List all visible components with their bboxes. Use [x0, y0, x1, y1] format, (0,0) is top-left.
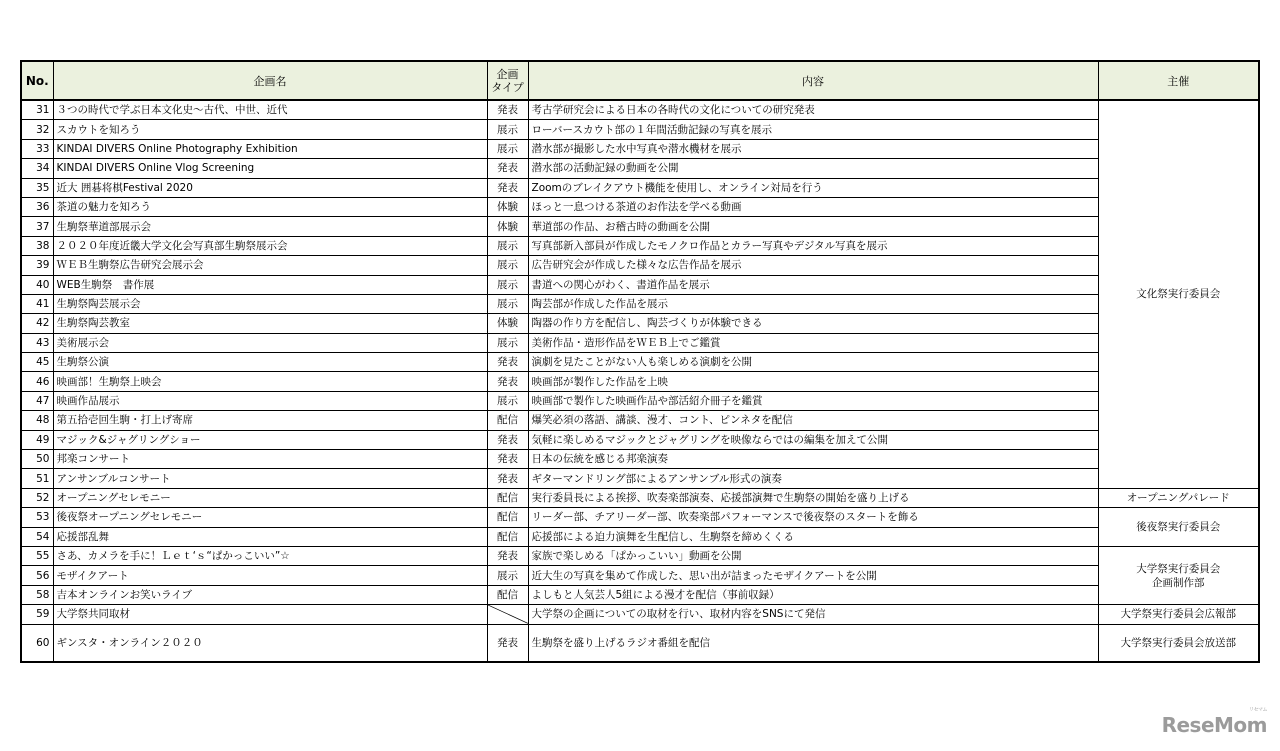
cell-desc: 応援部による迫力演舞を生配信し、生駒祭を締めくくる — [528, 527, 1098, 546]
cell-name: ２０２０年度近畿大学文化会写真部生駒祭展示会 — [53, 236, 487, 255]
cell-no: 59 — [21, 605, 53, 624]
cell-desc: 日本の伝統を感じる邦楽演奏 — [528, 450, 1098, 469]
project-list-sheet — [20, 60, 1260, 663]
cell-no: 48 — [21, 411, 53, 430]
cell-desc: ギターマンドリング部によるアンサンブル形式の演奏 — [528, 469, 1098, 488]
cell-desc: 映画部が製作した作品を上映 — [528, 372, 1098, 391]
table-row — [21, 450, 1259, 469]
cell-no: 37 — [21, 217, 53, 236]
table-row — [21, 546, 1259, 565]
cell-name: KINDAI DIVERS Online Vlog Screening — [53, 159, 487, 178]
cell-no: 52 — [21, 488, 53, 507]
cell-desc: 爆笑必須の落語、講談、漫才、コント、ピンネタを配信 — [528, 411, 1098, 430]
host-label: オープニングパレード — [1126, 492, 1230, 504]
cell-type: 発表 — [487, 353, 528, 372]
cell-no: 56 — [21, 566, 53, 585]
cell-name: オープニングセレモニー — [53, 488, 487, 507]
table-row — [21, 508, 1259, 527]
header-desc: 内容 — [528, 61, 1098, 100]
cell-name: 大学祭共同取材 — [53, 605, 487, 624]
cell-no: 47 — [21, 391, 53, 410]
table-row — [21, 469, 1259, 488]
cell-name: マジック&ジャグリングショー — [53, 430, 487, 449]
header-type-text: 企画 タイプ — [491, 67, 524, 94]
cell-type: 配信 — [487, 585, 528, 604]
header-row — [21, 61, 1259, 100]
table-row — [21, 178, 1259, 197]
table-row — [21, 372, 1259, 391]
cell-name: 後夜祭オープニングセレモニー — [53, 508, 487, 527]
cell-type: 展示 — [487, 256, 528, 275]
cell-no: 42 — [21, 314, 53, 333]
cell-desc: 潜水部の活動記録の動画を公開 — [528, 159, 1098, 178]
cell-type: 発表 — [487, 178, 528, 197]
cell-desc: リーダー部、チアリーダー部、吹奏楽部パフォーマンスで後夜祭のスタートを飾る — [528, 508, 1098, 527]
cell-name: モザイクアート — [53, 566, 487, 585]
cell-desc: 気軽に楽しめるマジックとジャグリングを映像ならではの編集を加えて公開 — [528, 430, 1098, 449]
cell-name: ３つの時代で学ぶ日本文化史～古代、中世、近代 — [53, 100, 487, 120]
cell-name: 近大 囲碁将棋Festival 2020 — [53, 178, 487, 197]
cell-type: 体験 — [487, 197, 528, 216]
cell-host — [1098, 624, 1259, 662]
header-no: No. — [21, 61, 53, 100]
cell-type: 展示 — [487, 139, 528, 158]
cell-type: 配信 — [487, 527, 528, 546]
project-table — [20, 60, 1260, 663]
cell-host — [1098, 100, 1259, 488]
cell-host — [1098, 546, 1259, 604]
cell-desc: よしもと人気芸人5組による漫才を配信（事前収録） — [528, 585, 1098, 604]
cell-type: 配信 — [487, 488, 528, 507]
host-label: 後夜祭実行委員会 — [1136, 521, 1221, 534]
table-row — [21, 197, 1259, 216]
cell-host — [1098, 605, 1259, 624]
cell-type: 配信 — [487, 411, 528, 430]
cell-no: 46 — [21, 372, 53, 391]
table-row — [21, 411, 1259, 430]
table-row — [21, 217, 1259, 236]
cell-name: ギンスタ・オンライン２０２０ — [53, 624, 487, 662]
table-row — [21, 605, 1259, 624]
cell-desc: 潜水部が撮影した水中写真や潜水機材を展示 — [528, 139, 1098, 158]
cell-type: 発表 — [487, 372, 528, 391]
table-row — [21, 585, 1259, 604]
logo-text: ReseMom — [1161, 713, 1267, 737]
cell-name: アンサンブルコンサート — [53, 469, 487, 488]
cell-no: 49 — [21, 430, 53, 449]
table-row — [21, 333, 1259, 352]
cell-name: 美術展示会 — [53, 333, 487, 352]
cell-no: 54 — [21, 527, 53, 546]
cell-name: 生駒祭陶芸展示会 — [53, 294, 487, 313]
header-name: 企画名 — [53, 61, 487, 100]
cell-type: 体験 — [487, 217, 528, 236]
cell-name: 茶道の魅力を知ろう — [53, 197, 487, 216]
cell-desc: 近大生の写真を集めて作成した、思い出が詰まったモザイクアートを公開 — [528, 566, 1098, 585]
cell-type: 展示 — [487, 120, 528, 139]
cell-desc: 演劇を見たことがない人も楽しめる演劇を公開 — [528, 353, 1098, 372]
cell-no: 36 — [21, 197, 53, 216]
cell-name: 生駒祭華道部展示会 — [53, 217, 487, 236]
cell-type: 展示 — [487, 333, 528, 352]
cell-desc: 広告研究会が作成した様々な広告作品を展示 — [528, 256, 1098, 275]
table-row — [21, 294, 1259, 313]
cell-no: 50 — [21, 450, 53, 469]
cell-name: 映画作品展示 — [53, 391, 487, 410]
table-row — [21, 314, 1259, 333]
cell-type: 発表 — [487, 546, 528, 565]
cell-no: 38 — [21, 236, 53, 255]
header-host: 主催 — [1098, 61, 1259, 100]
cell-type: 発表 — [487, 469, 528, 488]
cell-desc: 陶芸部が作成した作品を展示 — [528, 294, 1098, 313]
cell-type: 展示 — [487, 275, 528, 294]
cell-no: 43 — [21, 333, 53, 352]
cell-desc: ローバースカウト部の１年間活動記録の写真を展示 — [528, 120, 1098, 139]
table-row — [21, 120, 1259, 139]
logo-kana: リセマム — [1249, 707, 1267, 713]
cell-desc: 考古学研究会による日本の各時代の文化についての研究発表 — [528, 100, 1098, 120]
cell-name: 吉本オンラインお笑いライブ — [53, 585, 487, 604]
table-row — [21, 353, 1259, 372]
cell-type: 発表 — [487, 624, 528, 662]
cell-type: 発表 — [487, 450, 528, 469]
cell-no: 60 — [21, 624, 53, 662]
cell-desc: 写真部新入部員が作成したモノクロ作品とカラー写真やデジタル写真を展示 — [528, 236, 1098, 255]
cell-no: 55 — [21, 546, 53, 565]
host-label: 大学祭実行委員会広報部 — [1120, 608, 1236, 621]
cell-desc: Zoomのブレイクアウト機能を使用し、オンライン対局を行う — [528, 178, 1098, 197]
table-row — [21, 236, 1259, 255]
cell-no: 41 — [21, 294, 53, 313]
cell-type: 体験 — [487, 314, 528, 333]
cell-desc: 書道への関心がわく、書道作品を展示 — [528, 275, 1098, 294]
cell-name: さあ、カメラを手に！Ｌｅｔ‘ｓ“ぱかっこいい”☆ — [53, 546, 487, 565]
host-label: 文化祭実行委員会 — [1136, 288, 1221, 301]
cell-type-empty — [487, 605, 528, 624]
table-row — [21, 624, 1259, 662]
cell-name: 生駒祭公演 — [53, 353, 487, 372]
cell-no: 31 — [21, 100, 53, 120]
cell-type: 展示 — [487, 566, 528, 585]
cell-no: 39 — [21, 256, 53, 275]
table-row — [21, 488, 1259, 507]
cell-no: 33 — [21, 139, 53, 158]
cell-no: 51 — [21, 469, 53, 488]
table-row — [21, 159, 1259, 178]
cell-name: ＷＥＢ生駒祭広告研究会展示会 — [53, 256, 487, 275]
cell-desc: 美術作品・造形作品をＷＥＢ上でご鑑賞 — [528, 333, 1098, 352]
cell-desc: 生駒祭を盛り上げるラジオ番組を配信 — [528, 624, 1098, 662]
cell-type: 配信 — [487, 508, 528, 527]
cell-no: 34 — [21, 159, 53, 178]
table-row — [21, 256, 1259, 275]
resemom-logo — [1161, 707, 1267, 737]
cell-desc: 華道部の作品、お稽古時の動画を公開 — [528, 217, 1098, 236]
cell-name: 邦楽コンサート — [53, 450, 487, 469]
cell-host — [1098, 508, 1259, 547]
table-row — [21, 527, 1259, 546]
table-row — [21, 100, 1259, 120]
host-label: 大学祭実行委員会 企画制作部 — [1136, 562, 1221, 589]
cell-type: 発表 — [487, 159, 528, 178]
cell-type: 展示 — [487, 236, 528, 255]
cell-no: 58 — [21, 585, 53, 604]
cell-desc: 実行委員長による挨拶、吹奏楽部演奏、応援部演舞で生駒祭の開始を盛り上げる — [528, 488, 1098, 507]
cell-name: 映画部！生駒祭上映会 — [53, 372, 487, 391]
cell-name: 応援部乱舞 — [53, 527, 487, 546]
cell-no: 53 — [21, 508, 53, 527]
host-label: 大学祭実行委員会放送部 — [1120, 636, 1236, 649]
cell-name: 第五拾壱回生駒・打上げ寄席 — [53, 411, 487, 430]
cell-no: 35 — [21, 178, 53, 197]
cell-type: 発表 — [487, 430, 528, 449]
cell-no: 40 — [21, 275, 53, 294]
cell-desc: 映画部で製作した映画作品や部活紹介冊子を鑑賞 — [528, 391, 1098, 410]
cell-desc: ほっと一息つける茶道のお作法を学べる動画 — [528, 197, 1098, 216]
table-row — [21, 139, 1259, 158]
cell-host — [1098, 488, 1259, 507]
header-type — [487, 61, 528, 100]
cell-desc: 家族で楽しめる「ぱかっこいい」動画を公開 — [528, 546, 1098, 565]
cell-no: 45 — [21, 353, 53, 372]
table-row — [21, 566, 1259, 585]
table-row — [21, 391, 1259, 410]
table-row — [21, 430, 1259, 449]
cell-name: 生駒祭陶芸教室 — [53, 314, 487, 333]
cell-name: WEB生駒祭 書作展 — [53, 275, 487, 294]
cell-type: 発表 — [487, 100, 528, 120]
cell-type: 展示 — [487, 391, 528, 410]
cell-no: 32 — [21, 120, 53, 139]
cell-type: 展示 — [487, 294, 528, 313]
cell-name: スカウトを知ろう — [53, 120, 487, 139]
diagonal-slash — [488, 605, 528, 623]
table-row — [21, 275, 1259, 294]
cell-desc: 陶器の作り方を配信し、陶芸づくりが体験できる — [528, 314, 1098, 333]
cell-name: KINDAI DIVERS Online Photography Exhibition — [53, 139, 487, 158]
cell-desc: 大学祭の企画についての取材を行い、取材内容をSNSにて発信 — [528, 605, 1098, 624]
